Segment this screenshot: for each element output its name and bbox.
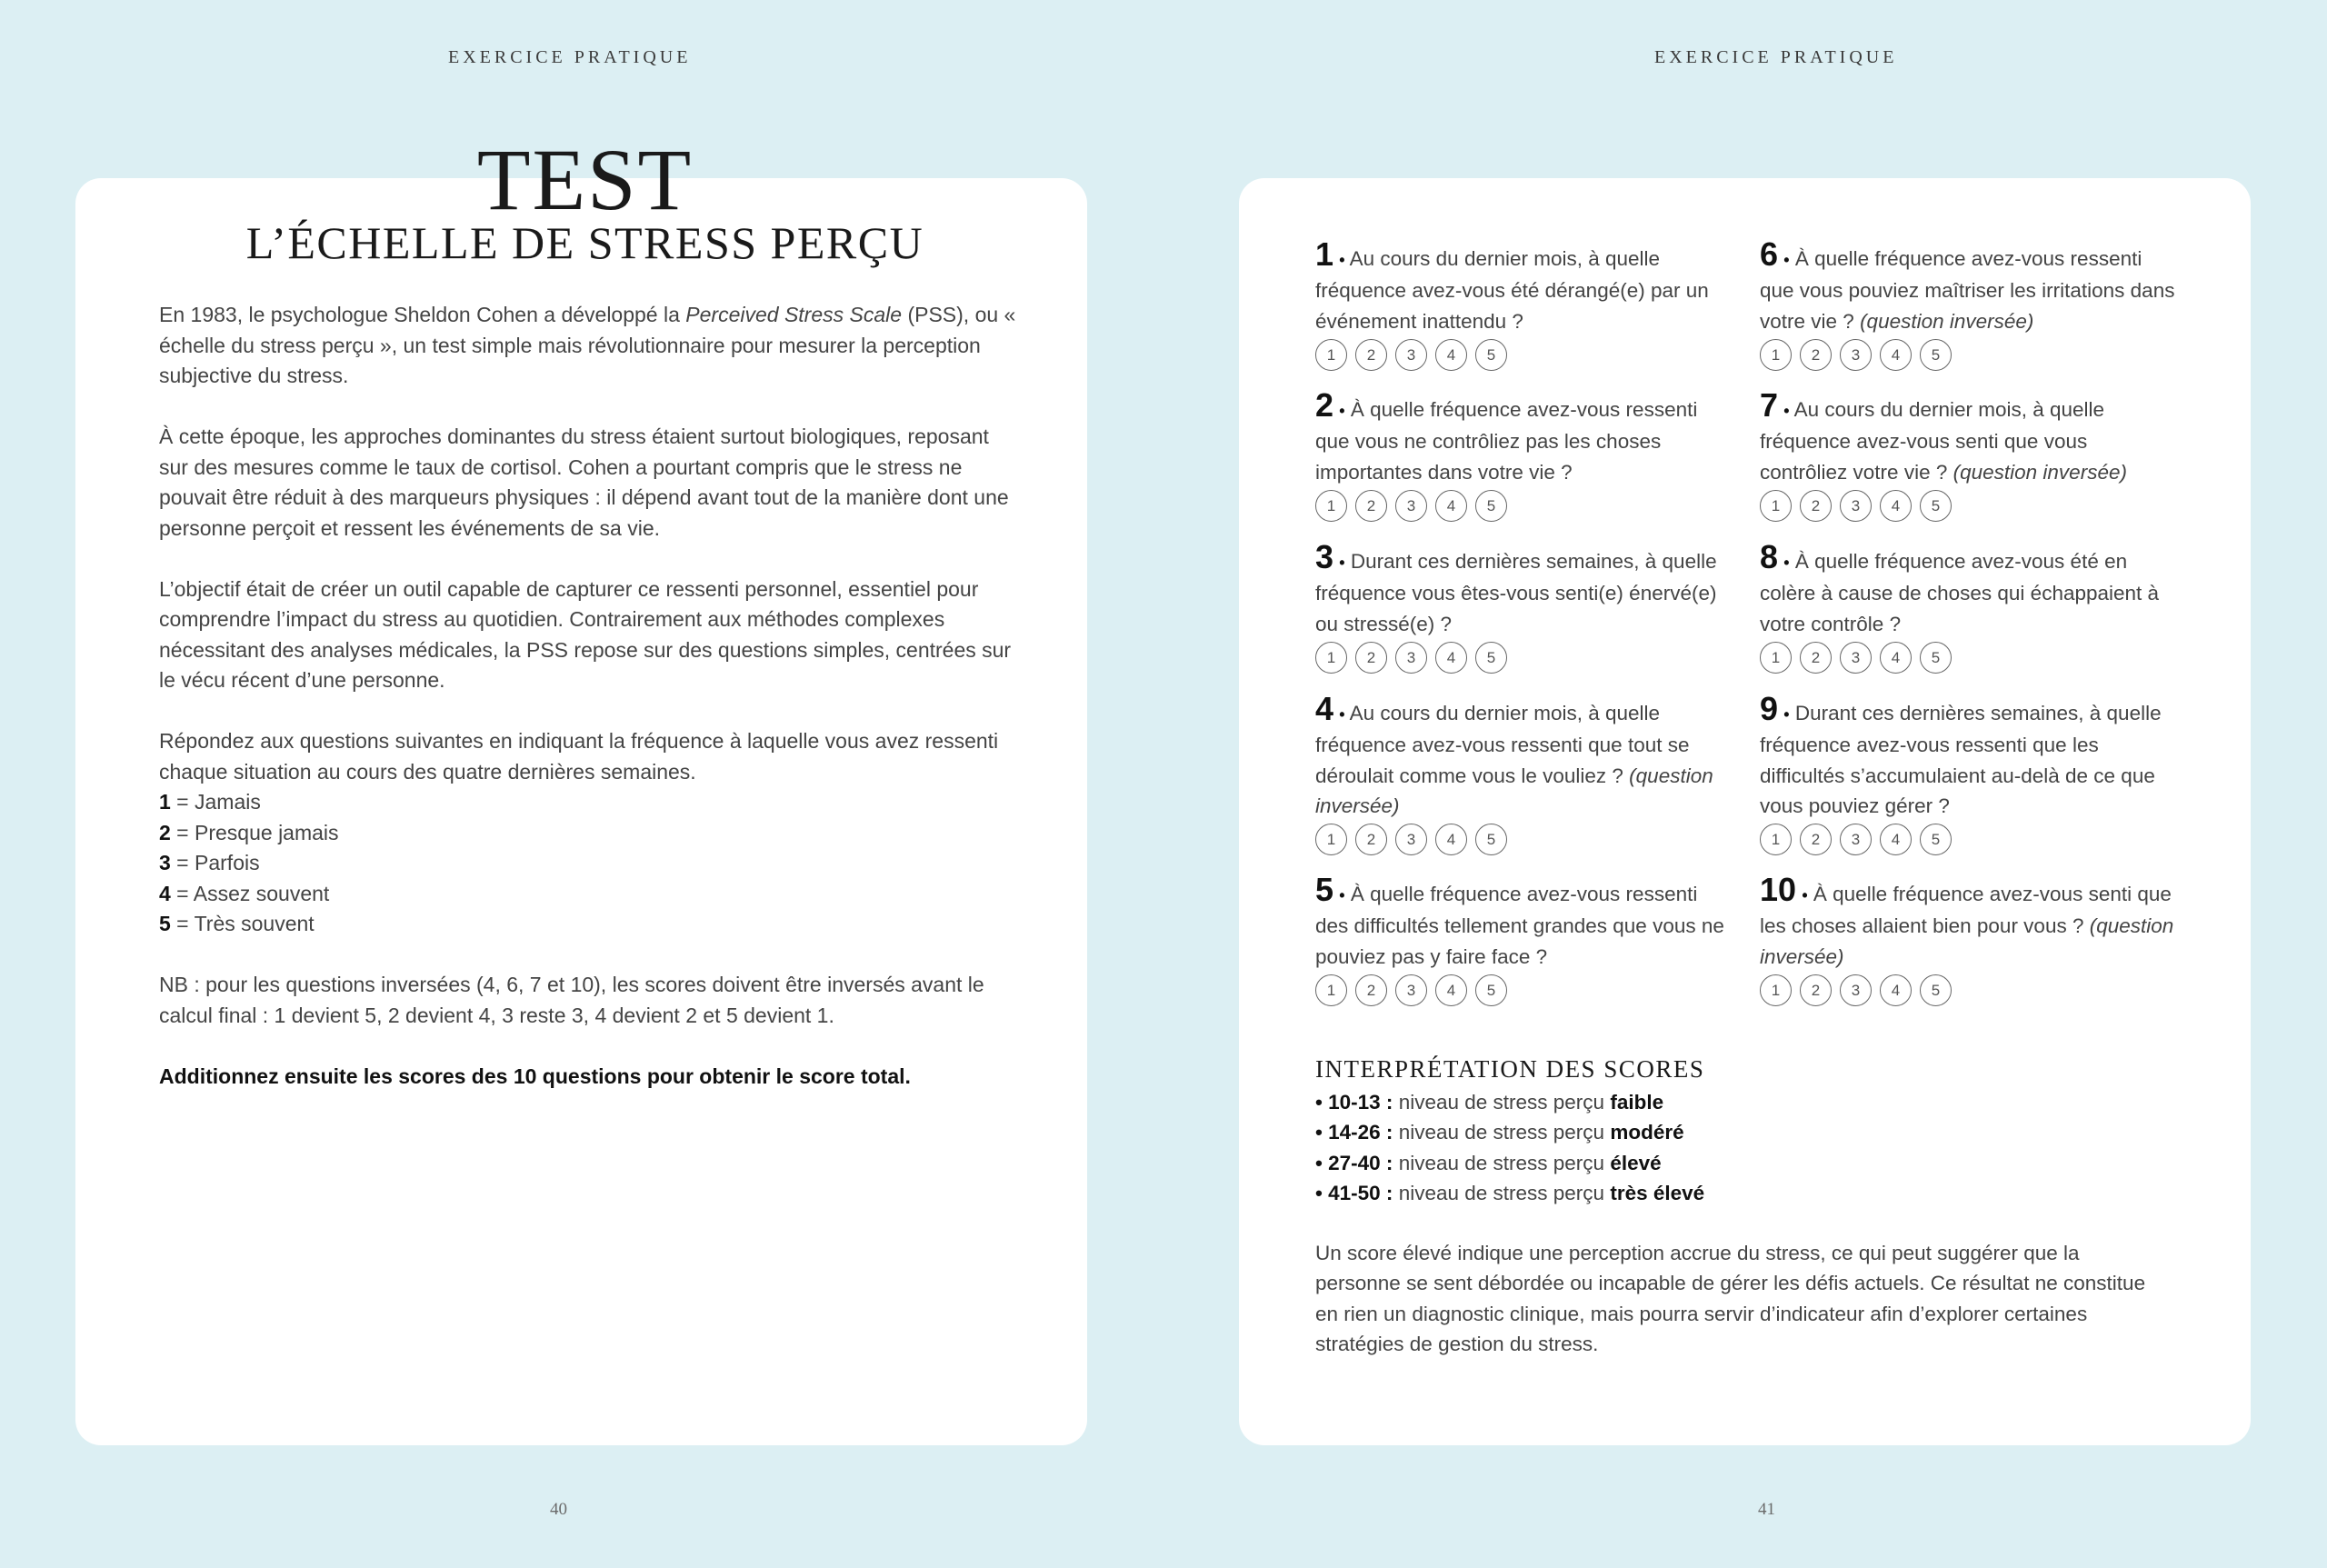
question-1 [1315,235,1733,371]
question-number: 2 [1315,386,1334,424]
answer-option[interactable]: 4 [1880,490,1912,522]
answer-option[interactable]: 5 [1475,974,1507,1006]
answer-option[interactable]: 3 [1840,490,1872,522]
answer-option[interactable]: 5 [1920,490,1952,522]
score-level: élevé [1610,1151,1662,1174]
answer-option[interactable]: 1 [1315,490,1347,522]
nb-note: NB : pour les questions inversées (4, 6, 7 et 10), les scores doivent être inversés avant le calcul final : 1 devient 5, 2 devient 4, 3 reste 3, 4 devient 2 et 5 devient 1. [159,973,984,1027]
question-text: À quelle fréquence avez-vous senti que les choses allaient bien pour vous ? [1760,883,2172,938]
answer-option[interactable]: 5 [1475,490,1507,522]
bullet: • [1783,251,1790,269]
scale-label: = Assez souvent [170,881,330,905]
running-head-right: EXERCICE PRATIQUE [1654,47,1898,67]
answer-option[interactable]: 3 [1395,339,1427,371]
answer-option[interactable]: 4 [1880,339,1912,371]
answer-option[interactable]: 4 [1880,824,1912,855]
interpretation-item [1315,1148,2133,1178]
answer-option[interactable]: 1 [1315,642,1347,674]
page-number-right: 41 [1758,1500,1775,1519]
answer-option[interactable]: 3 [1840,339,1872,371]
answer-option[interactable]: 5 [1920,824,1952,855]
answer-options [1315,490,1733,522]
bullet: • [1783,554,1790,572]
scale-label: = Parfois [170,851,260,874]
answer-option[interactable]: 4 [1435,339,1467,371]
question-10 [1760,871,2178,1006]
score-label: niveau de stress perçu [1398,1121,1605,1144]
answer-options [1315,642,1733,674]
question-number: 6 [1760,235,1779,273]
intro-paragraph [159,300,1018,392]
scale-num: 4 [159,881,171,905]
answer-option[interactable]: 4 [1880,642,1912,674]
score-label: niveau de stress perçu [1398,1091,1605,1114]
score-range: • 10-13 : [1315,1091,1393,1114]
bullet: • [1339,402,1345,420]
answer-option[interactable]: 5 [1475,642,1507,674]
question-number: 4 [1315,690,1334,727]
scale-label: = Très souvent [170,912,315,935]
answer-option[interactable]: 3 [1395,974,1427,1006]
score-level: très élevé [1610,1181,1705,1204]
score-range: • 14-26 : [1315,1121,1393,1144]
answer-option[interactable]: 2 [1355,642,1387,674]
question-number: 8 [1760,538,1779,575]
running-head-left: EXERCICE PRATIQUE [448,47,692,67]
question-5 [1315,871,1733,1006]
interpretation-item [1315,1087,2133,1117]
answer-option[interactable]: 5 [1920,642,1952,674]
question-7 [1760,386,2178,522]
answer-option[interactable]: 3 [1395,490,1427,522]
answer-option[interactable]: 1 [1760,642,1792,674]
question-note: (question inversée) [1760,914,2174,968]
score-label: niveau de stress perçu [1398,1151,1605,1174]
answer-option[interactable]: 2 [1355,339,1387,371]
answer-option[interactable]: 5 [1920,339,1952,371]
interpretation-title: INTERPRÉTATION DES SCORES [1315,1055,1705,1083]
answer-option[interactable]: 1 [1315,974,1347,1006]
answer-options [1760,824,2178,855]
scale-num: 5 [159,912,171,935]
question-text: Au cours du dernier mois, à quelle fréquence avez-vous ressenti que tout se déroulait comme vous le vouliez ? [1315,702,1690,787]
scale-num: 1 [159,790,171,814]
answer-option[interactable]: 1 [1760,339,1792,371]
bullet: • [1783,402,1790,420]
final-instruction: Additionnez ensuite les scores des 10 questions pour obtenir le score total. [159,1064,911,1088]
question-3 [1315,538,1733,674]
answer-option[interactable]: 2 [1800,642,1832,674]
question-text: Au cours du dernier mois, à quelle fréquence avez-vous senti que vous contrôliez votre vie ? [1760,398,2105,484]
answer-option[interactable]: 2 [1800,974,1832,1006]
bullet: • [1783,705,1790,724]
answer-option[interactable]: 2 [1800,824,1832,855]
interpretation-text: Un score élevé indique une perception accrue du stress, ce qui peut suggérer que la personne se sent débordée ou incapable de gérer les défis actuels. Ce résultat ne constitue en rien un diagnostic clinique, mais pourra servir d’indicateur afin d’explorer certaines stratégies de gestion du stress. [1315,1242,2146,1355]
page-title: TEST [476,131,694,228]
bullet: • [1339,886,1345,904]
answer-option[interactable]: 4 [1435,824,1467,855]
intro-text-a: En 1983, le psychologue Sheldon Cohen a développé la [159,303,686,326]
question-6 [1760,235,2178,371]
question-number: 7 [1760,386,1779,424]
pss-name: Perceived Stress Scale [685,303,903,326]
answer-option[interactable]: 1 [1760,490,1792,522]
score-level: faible [1610,1091,1664,1114]
scale-label: = Jamais [170,790,261,814]
scale-label: = Presque jamais [170,820,339,844]
objective-paragraph: L’objectif était de créer un outil capable de capturer ce ressenti personnel, essentiel pour comprendre l’impact du stress au quotidien. Contrairement aux méthodes complexes nécessitant des analyses médicales, la PSS repose sur des questions simples, centrées sur le vécu récent d’une personne. [159,576,1012,692]
answer-option[interactable]: 4 [1435,490,1467,522]
score-range: • 41-50 : [1315,1181,1393,1204]
answer-options [1760,339,2178,371]
question-text: Au cours du dernier mois, à quelle fréquence avez-vous été dérangé(e) par un événement inattendu ? [1315,247,1709,333]
scale-item [159,787,1018,818]
answer-option[interactable]: 3 [1840,974,1872,1006]
answer-option[interactable]: 2 [1800,339,1832,371]
question-8 [1760,538,2178,674]
instructions-paragraph: Répondez aux questions suivantes en indiquant la fréquence à laquelle vous avez ressenti chaque situation au cours des quatre dernières semaines. [159,729,999,784]
answer-options [1760,974,2178,1006]
question-text: Durant ces dernières semaines, à quelle fréquence vous êtes-vous senti(e) énervé(e) ou stressé(e) ? [1315,550,1717,635]
answer-option[interactable]: 5 [1475,824,1507,855]
question-text: À quelle fréquence avez-vous ressenti des difficultés tellement grandes que vous ne pouviez pas y faire face ? [1315,883,1724,968]
answer-option[interactable]: 3 [1840,824,1872,855]
answer-option[interactable]: 2 [1355,974,1387,1006]
scale-list [159,787,1018,940]
scale-item [159,909,1018,940]
page-number-left: 40 [550,1500,567,1519]
intro-text-b: (PSS), ou « échelle du stress perçu », un test simple mais révolutionnaire pour mesurer la perception subjective du stress. [159,303,1016,387]
interpretation-item [1315,1117,2133,1147]
answer-option[interactable]: 5 [1475,339,1507,371]
answer-option[interactable]: 5 [1920,974,1952,1006]
question-text: À quelle fréquence avez-vous été en colère à cause de choses qui échappaient à votre contrôle ? [1760,550,2160,635]
question-text: Durant ces dernières semaines, à quelle fréquence avez-vous ressenti que les difficultés s’accumulaient au-delà de ce que vous pouviez gérer ? [1760,702,2162,817]
answer-option[interactable]: 3 [1395,824,1427,855]
interpretation-list [1315,1087,2133,1208]
answer-option[interactable]: 4 [1880,974,1912,1006]
bullet: • [1802,886,1808,904]
answer-options [1315,824,1733,855]
question-number: 1 [1315,235,1334,273]
scale-item [159,818,1018,849]
question-note: (question inversée) [1952,460,2127,484]
answer-options [1760,490,2178,522]
scale-num: 2 [159,820,171,844]
history-paragraph: À cette époque, les approches dominantes du stress étaient surtout biologiques, reposant sur des mesures comme le taux de cortisol. Cohen a pourtant compris que le stress ne pouvait être réduit à des marqueurs physiques : il dépend avant tout de la manière dont une personne perçoit et ressent les événements de sa vie. [159,424,1009,540]
answer-option[interactable]: 3 [1840,642,1872,674]
answer-option[interactable]: 2 [1800,490,1832,522]
answer-option[interactable]: 4 [1435,642,1467,674]
question-number: 3 [1315,538,1334,575]
answer-option[interactable]: 2 [1355,824,1387,855]
interpretation-item [1315,1178,2133,1208]
question-9 [1760,690,2178,855]
question-note: (question inversée) [1860,309,2034,333]
score-level: modéré [1610,1121,1684,1144]
question-number: 5 [1315,871,1334,908]
left-body [159,300,1018,1123]
answer-option[interactable]: 4 [1435,974,1467,1006]
question-note: (question inversée) [1315,764,1713,817]
bullet: • [1339,554,1345,572]
answer-options [1315,339,1733,371]
page-subtitle: L’ÉCHELLE DE STRESS PERÇU [245,217,924,268]
answer-option[interactable]: 1 [1760,974,1792,1006]
scale-item [159,848,1018,879]
bullet: • [1339,251,1345,269]
question-text: À quelle fréquence avez-vous ressenti que vous pouviez maîtriser les irritations dans votre vie ? [1760,247,2175,333]
question-4 [1315,690,1733,855]
answer-option[interactable]: 1 [1315,824,1347,855]
score-label: niveau de stress perçu [1398,1181,1605,1204]
scale-item [159,879,1018,910]
question-text: À quelle fréquence avez-vous ressenti que vous ne contrôliez pas les choses importantes dans votre vie ? [1315,398,1698,484]
answer-option[interactable]: 2 [1355,490,1387,522]
score-range: • 27-40 : [1315,1151,1393,1174]
answer-option[interactable]: 1 [1315,339,1347,371]
question-number: 9 [1760,690,1779,727]
question-2 [1315,386,1733,522]
answer-option[interactable]: 3 [1395,642,1427,674]
answer-option[interactable]: 1 [1760,824,1792,855]
answer-options [1315,974,1733,1006]
answer-options [1760,642,2178,674]
scale-num: 3 [159,851,171,874]
bullet: • [1339,705,1345,724]
question-number: 10 [1760,871,1797,908]
